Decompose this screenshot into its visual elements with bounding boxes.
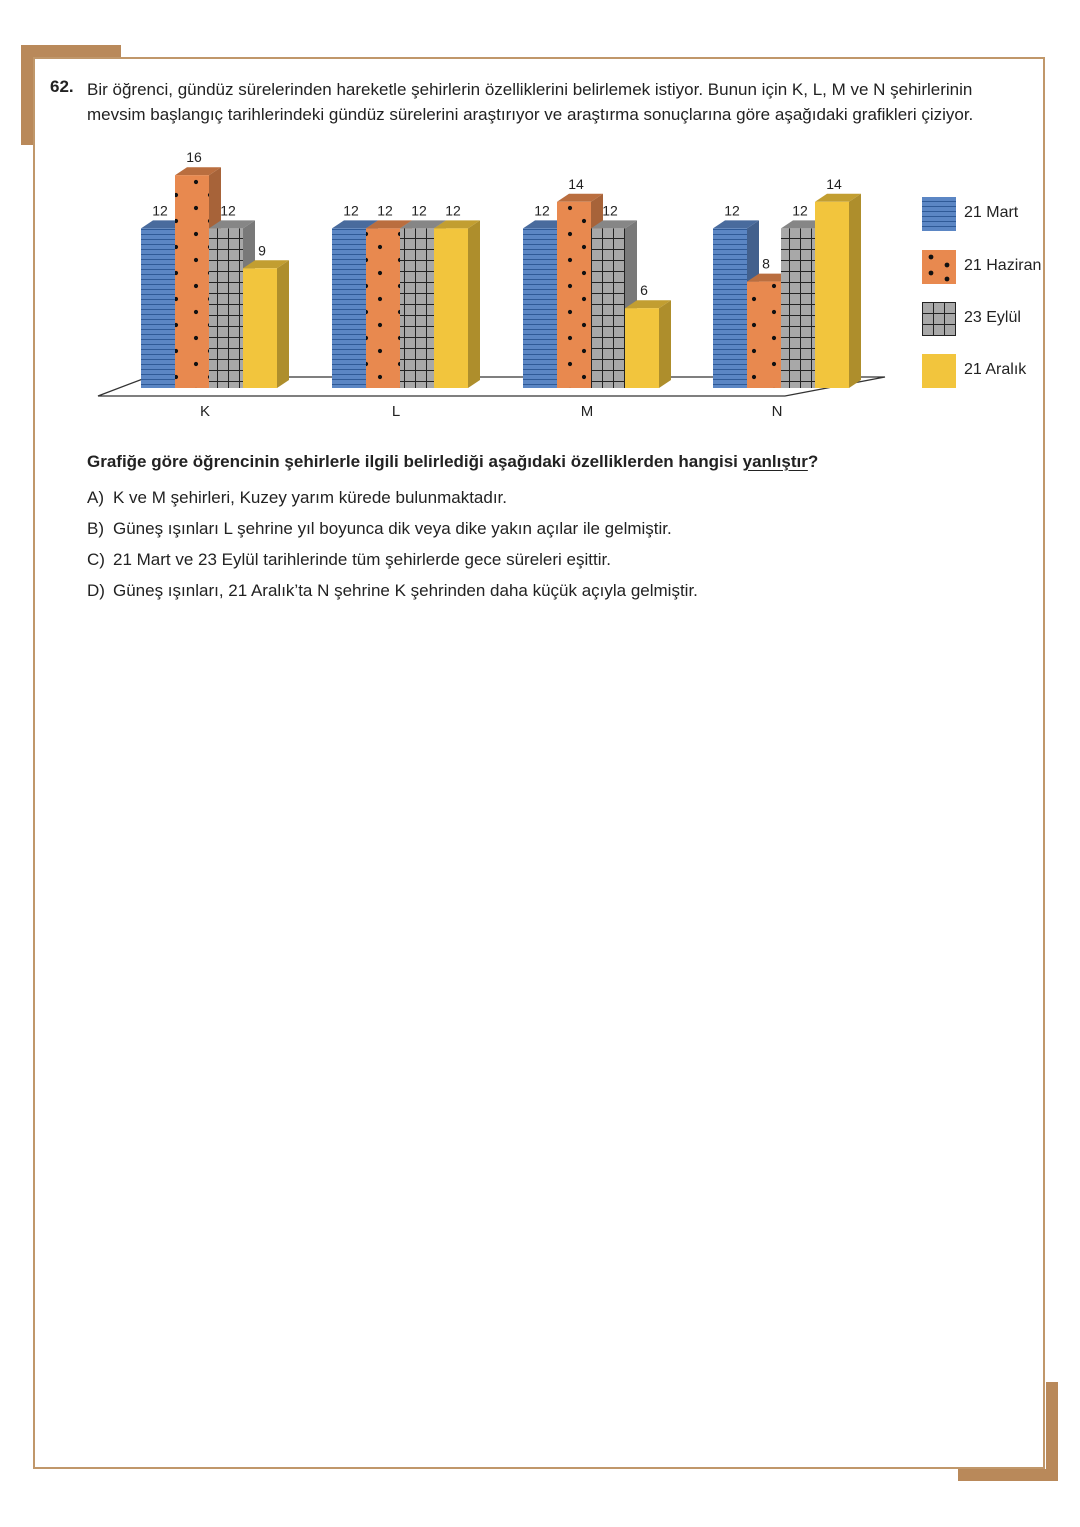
bar-front [366,228,400,388]
answer-options [87,486,698,610]
bar-value-label: 12 [152,202,168,219]
option-letter: B) [87,519,104,538]
corner-accent-top-left [21,45,121,57]
corner-accent-bottom-right [958,1469,1058,1481]
legend-swatch [922,250,956,284]
chart-bars [141,167,861,388]
question-stem [87,77,1037,127]
bar-value-label: 16 [186,150,202,166]
option-letter: A) [87,488,104,507]
corner-accent-bottom-right-side [1046,1382,1058,1481]
bar-front [781,228,815,388]
question-prompt-text: Grafiğe göre öğrencinin şehirlerle ilgili belirlediği aşağıdaki özelliklerden hangisi [87,452,743,471]
bar-K-21-aralık [243,260,289,388]
option-letter: D) [87,581,105,600]
question-number: 62. [50,77,74,96]
chart-category-labels [200,403,782,420]
bar-front [557,202,591,388]
bar-value-label: 12 [377,202,393,219]
bar-side [468,220,480,388]
legend-swatch [922,302,956,336]
category-label: N [771,403,783,420]
question-prompt-underlined: yanlıştır [742,452,808,471]
bar-N-21-aralık [815,194,861,388]
bar-side [277,260,289,388]
bar-front [434,228,468,388]
option-b[interactable] [87,517,698,548]
bar-value-label: 8 [762,255,770,272]
bar-front [209,228,243,388]
bar-front [400,228,434,388]
legend-label: 21 Aralık [964,361,1027,378]
bar-value-label: 12 [602,202,618,219]
option-a[interactable] [87,486,698,517]
bar-M-21-aralık [625,300,671,388]
question-stem-line-2: mevsim başlangıç tarihlerindeki gündüz sürelerini araştırıyor ve araştırma sonuçlarına göre aşağıdaki grafikleri çiziyor. [87,105,974,124]
bar-front [591,228,625,388]
bar-front [815,202,849,388]
option-text: K ve M şehirleri, Kuzey yarım kürede bulunmaktadır. [113,488,507,507]
bar-front [243,268,277,388]
option-text: 21 Mart ve 23 Eylül tarihlerinde tüm şehirlerde gece süreleri eşittir. [113,550,611,569]
question-stem-line-1: Bir öğrenci, gündüz sürelerinden hareketle şehirlerin özelliklerini belirlemek istiyor. Bunun için K, L, M ve N şehirlerinin [87,80,973,99]
bar-value-label: 12 [411,202,427,219]
category-label: M [580,403,594,420]
bar-L-21-aralık [434,220,480,388]
bar-value-label: 9 [258,242,266,259]
bar-value-label: 12 [343,202,359,219]
bar-front [332,228,366,388]
bar-front [175,175,209,388]
bar-value-label: 6 [640,282,648,299]
legend-label: 21 Mart [964,204,1019,221]
bar-front [713,228,747,388]
bar-front [141,228,175,388]
legend-label: 21 Haziran [964,257,1042,274]
option-d[interactable] [87,579,698,610]
option-letter: C) [87,550,105,569]
bar-value-label: 14 [826,175,842,192]
question-prompt-end: ? [807,452,819,471]
bar-side [849,194,861,388]
corner-accent-top-left-side [21,45,33,145]
bar-value-label: 12 [220,202,236,219]
bar-side [659,300,671,388]
category-label: L [391,403,401,420]
question-prompt [87,452,818,472]
daylight-bar-chart [85,150,905,430]
bar-front [747,282,781,388]
bar-value-label: 12 [724,202,740,219]
option-c[interactable] [87,548,698,579]
legend-swatch [922,354,956,388]
category-label: K [199,403,211,420]
legend-swatch [922,197,956,231]
bar-value-label: 12 [792,202,808,219]
legend-label: 23 Eylül [964,309,1021,326]
bar-value-label: 14 [568,175,584,192]
option-text: Güneş ışınları L şehrine yıl boyunca dik veya dike yakın açılar ile gelmiştir. [113,519,672,538]
bar-value-label: 12 [534,202,550,219]
bar-value-label: 12 [445,202,461,219]
bar-front [523,228,557,388]
option-text: Güneş ışınları, 21 Aralık’ta N şehrine K şehrinden daha küçük açıyla gelmiştir. [113,581,698,600]
bar-front [625,308,659,388]
